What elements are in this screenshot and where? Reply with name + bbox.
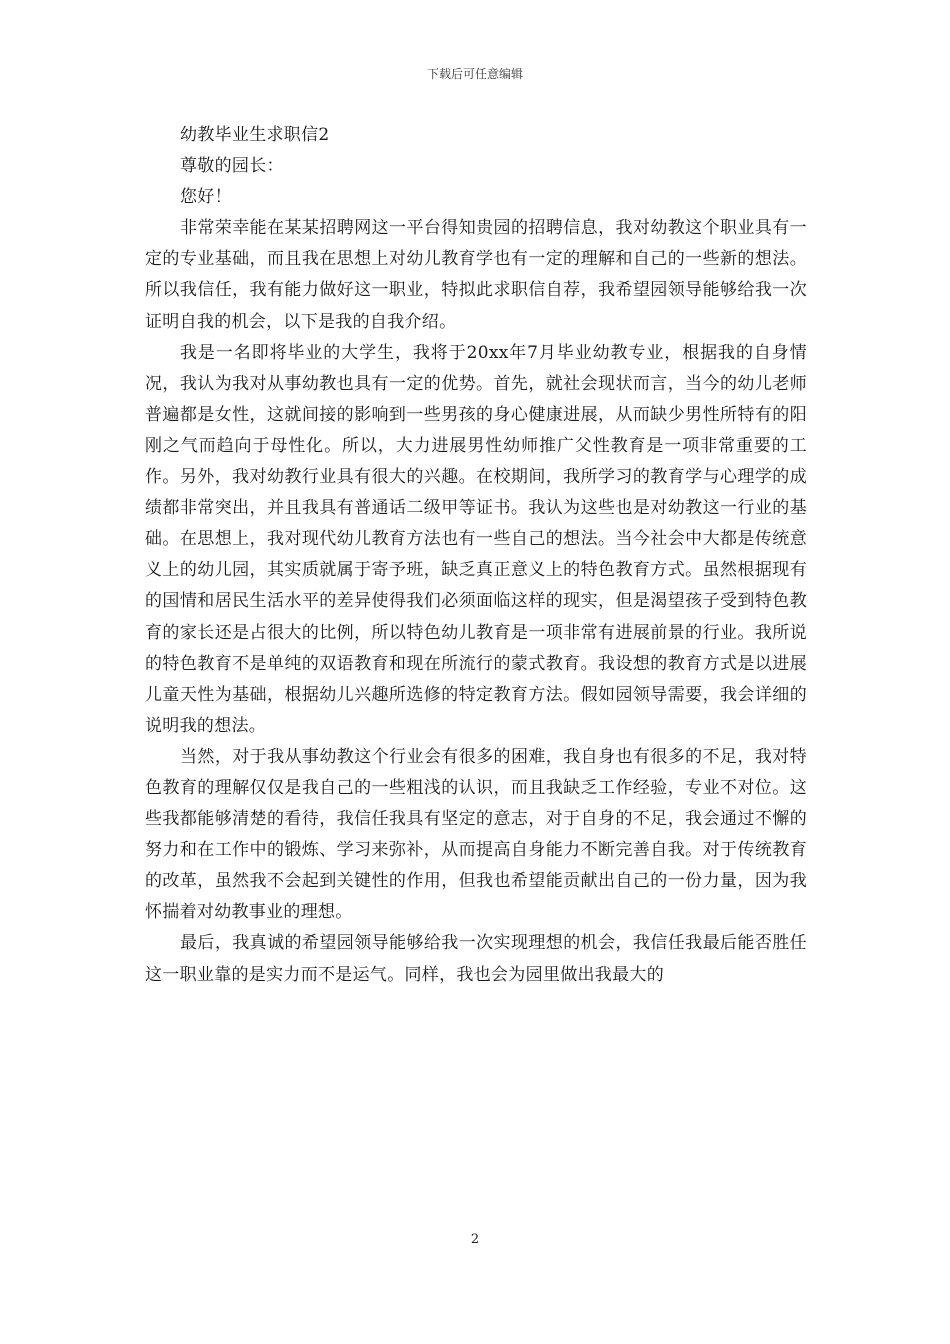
page-header-note: 下载后可任意编辑 (426, 67, 523, 81)
letter-salutation: 尊敬的园长： (180, 156, 284, 177)
paragraph-intro: 非常荣幸能在某某招聘网这一平台得知贵园的招聘信息，我对幼教这个职业具有一定的专业基础，而且我在思想上对幼儿教育学也有一定的理解和自己的一些新的想法。所以我信任，我有能力做好这一职业，特拟此求职信自荐，我希望园领导能够给我一次证明自我的机会，以下是我的自我介绍。 (145, 218, 807, 332)
paragraph-closing: 最后，我真诚的希望园领导能够给我一次实现理想的机会，我信任我最后能否胜任这一职业靠的是实力而不是运气。同样，我也会为园里做出我最大的 (145, 933, 807, 985)
paragraph-shortcomings: 当然，对于我从事幼教这个行业会有很多的困难，我自身也有很多的不足，我对特色教育的理解仅仅是我自己的一些粗浅的认识，而且我缺乏工作经验，专业不对位。这些我都能够清楚的看待，我信任我具有坚定的意志，对于自身的不足，我会通过不懈的努力和在工作中的锻炼、学习来弥补，从而提高自身能力不断完善自我。对于传统教育的改革，虽然我不会起到关键性的作用，但我也希望能贡献出自己的一份力量，因为我怀揣着对幼教事业的理想。 (145, 746, 807, 923)
letter-title: 幼教毕业生求职信2 (180, 125, 330, 145)
letter-body (145, 120, 807, 991)
page-number: 2 (470, 1232, 480, 1247)
paragraph-self-introduction: 我是一名即将毕业的大学生，我将于20xx年7月毕业幼教专业，根据我的自身情况，我认为我对从事幼教也具有一定的优势。首先，就社会现状而言，当今的幼儿老师普遍都是女性，这就间接的影响到一些男孩的身心健康进展，从而缺少男性所特有的阳刚之气而趋向于母性化。所以，大力进展男性幼师推广父性教育是一项非常重要的工作。另外，我对幼教行业具有很大的兴趣。在校期间，我所学习的教育学与心理学的成绩都非常突出，并且我具有普通话二级甲等证书。我认为这些也是对幼教这一行业的基础。在思想上，我对现代幼儿教育方法也有一些自己的想法。当今社会中大都是传统意义上的幼儿园，其实质就属于寄予班，缺乏真正意义上的特色教育方式。虽然根据现有的国情和居民生活水平的差异使得我们必须面临这样的现实，但是渴望孩子受到特色教育的家长还是占很大的比例，所以特色幼儿教育是一项非常有进展前景的行业。我所说的特色教育不是单纯的双语教育和现在所流行的蒙式教育。我设想的教育方式是以进展儿童天性为基础，根据幼儿兴趣所选修的特定教育方法。假如园领导需要，我会详细的说明我的想法。 (145, 342, 807, 736)
letter-greeting: 您好！ (180, 187, 232, 208)
